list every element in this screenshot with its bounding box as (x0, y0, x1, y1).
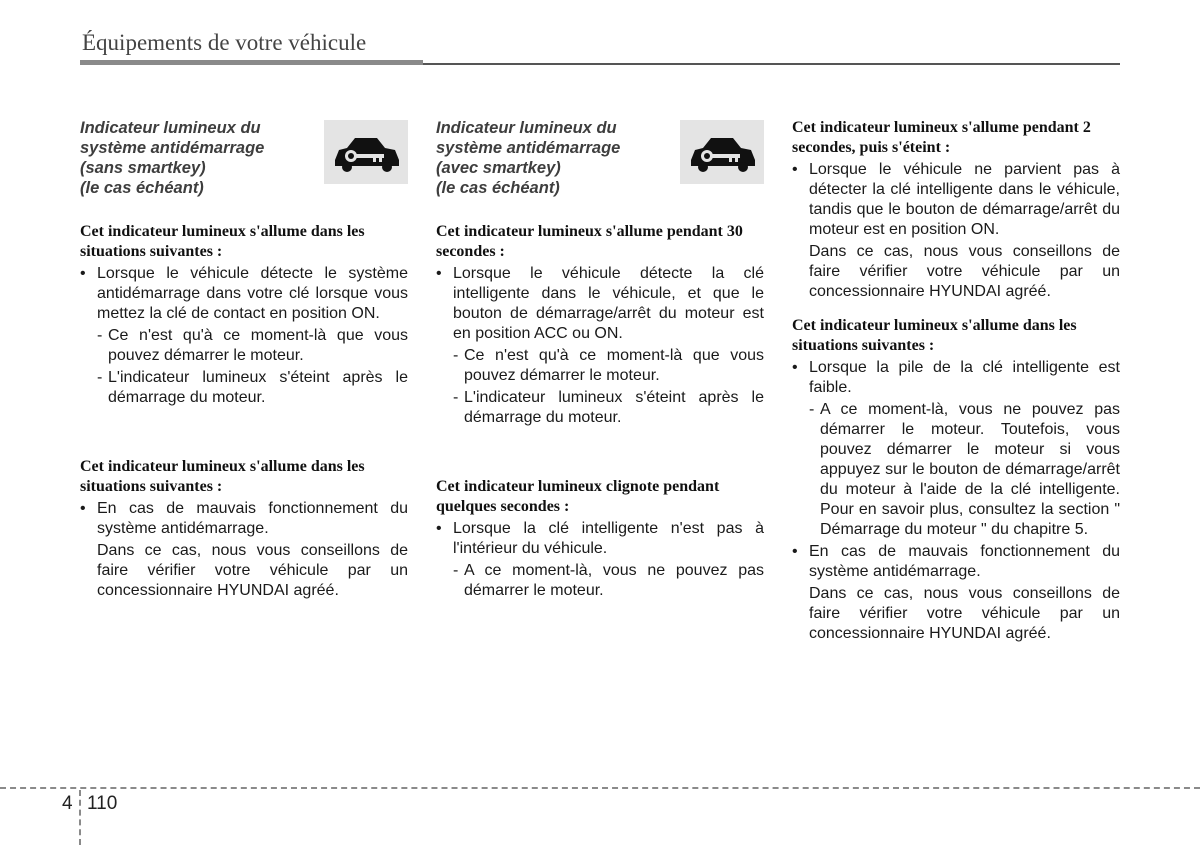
advice-note: Dans ce cas, nous vous conseillons de faire vérifier votre véhicule par un concessionnaire HYUNDAI agréé. (809, 585, 1120, 642)
dash-item: - A ce moment-là, vous ne pouvez pas démarrer le moteur. Toutefois, vous pouvez démarrer le moteur si vous appuyez sur le bouton de démarrage/arrêt du moteur à l'aide de la clé intelligente. Pour en savoir plus, consultez la section " Démarrage du moteur " du chapitre 5. (792, 400, 1120, 540)
column-smartkey-conditions (792, 118, 1120, 644)
indicator-title-line: système antidémarrage (80, 139, 265, 157)
bullet-item: • Lorsque le véhicule détecte le système antidémarrage dans votre clé lorsque vous mettez la clé de contact en position ON. (80, 264, 408, 324)
section-heading: Cet indicateur lumineux s'allume pendant 2 secondes, puis s'éteint : (792, 119, 1091, 156)
indicator-heading (80, 118, 408, 216)
footer-rule (0, 787, 1200, 789)
bullet-item: • Lorsque la pile de la clé intelligente est faible. (792, 358, 1120, 398)
chapter-number: 4 (62, 793, 73, 814)
advice-note: Dans ce cas, nous vous conseillons de faire vérifier votre véhicule par un concessionnaire HYUNDAI agréé. (97, 542, 408, 599)
header-rule-thin (423, 63, 1120, 65)
indicator-title-line: (sans smartkey) (80, 159, 206, 177)
column-immobilizer-without-smartkey (80, 118, 408, 601)
bullet-item: • Lorsque la clé intelligente n'est pas à l'intérieur du véhicule. (436, 519, 764, 559)
footer-divider (79, 790, 81, 845)
page-header-title: Équipements de votre véhicule (82, 30, 367, 55)
indicator-title-line: système antidémarrage (436, 139, 621, 157)
column-immobilizer-with-smartkey (436, 118, 764, 601)
dash-item: - L'indicateur lumineux s'éteint après le démarrage du moteur. (80, 368, 408, 408)
indicator-title-line: (avec smartkey) (436, 159, 561, 177)
dash-item: - A ce moment-là, vous ne pouvez pas démarrer le moteur. (436, 561, 764, 601)
section-heading: Cet indicateur lumineux s'allume dans les situations suivantes : (792, 317, 1077, 354)
indicator-title (80, 118, 310, 198)
bullet-item: • En cas de mauvais fonctionnement du système antidémarrage. (80, 499, 408, 539)
dash-item: - L'indicateur lumineux s'éteint après le démarrage du moteur. (436, 388, 764, 428)
indicator-title-line: (le cas échéant) (436, 179, 560, 197)
section-heading: Cet indicateur lumineux s'allume dans les situations suivantes : (80, 458, 365, 495)
immobilizer-car-key-icon (680, 120, 764, 184)
bullet-item: • Lorsque le véhicule ne parvient pas à détecter la clé intelligente dans le véhicule, tandis que le bouton de démarrage/arrêt du moteur est en position ON. (792, 160, 1120, 240)
indicator-title-line: (le cas échéant) (80, 179, 204, 197)
bullet-item: • Lorsque le véhicule détecte la clé intelligente dans le véhicule, et que le bouton de démarrage/arrêt du moteur est en position ACC ou ON. (436, 264, 764, 344)
indicator-title-line: Indicateur lumineux du (80, 119, 261, 137)
indicator-title (436, 118, 666, 198)
advice-note: Dans ce cas, nous vous conseillons de faire vérifier votre véhicule par un concessionnaire HYUNDAI agréé. (809, 243, 1120, 300)
page-number: 110 (87, 793, 118, 814)
section-heading: Cet indicateur lumineux s'allume pendant 30 secondes : (436, 223, 743, 260)
dash-item: - Ce n'est qu'à ce moment-là que vous pouvez démarrer le moteur. (436, 346, 764, 386)
section-heading: Cet indicateur lumineux s'allume dans les situations suivantes : (80, 223, 365, 260)
immobilizer-car-key-icon (324, 120, 408, 184)
bullet-item: • En cas de mauvais fonctionnement du système antidémarrage. (792, 542, 1120, 582)
section-heading: Cet indicateur lumineux clignote pendant quelques secondes : (436, 478, 720, 515)
indicator-title-line: Indicateur lumineux du (436, 119, 617, 137)
dash-item: - Ce n'est qu'à ce moment-là que vous pouvez démarrer le moteur. (80, 326, 408, 366)
indicator-heading (436, 118, 764, 216)
header-rule-thick (80, 60, 423, 65)
